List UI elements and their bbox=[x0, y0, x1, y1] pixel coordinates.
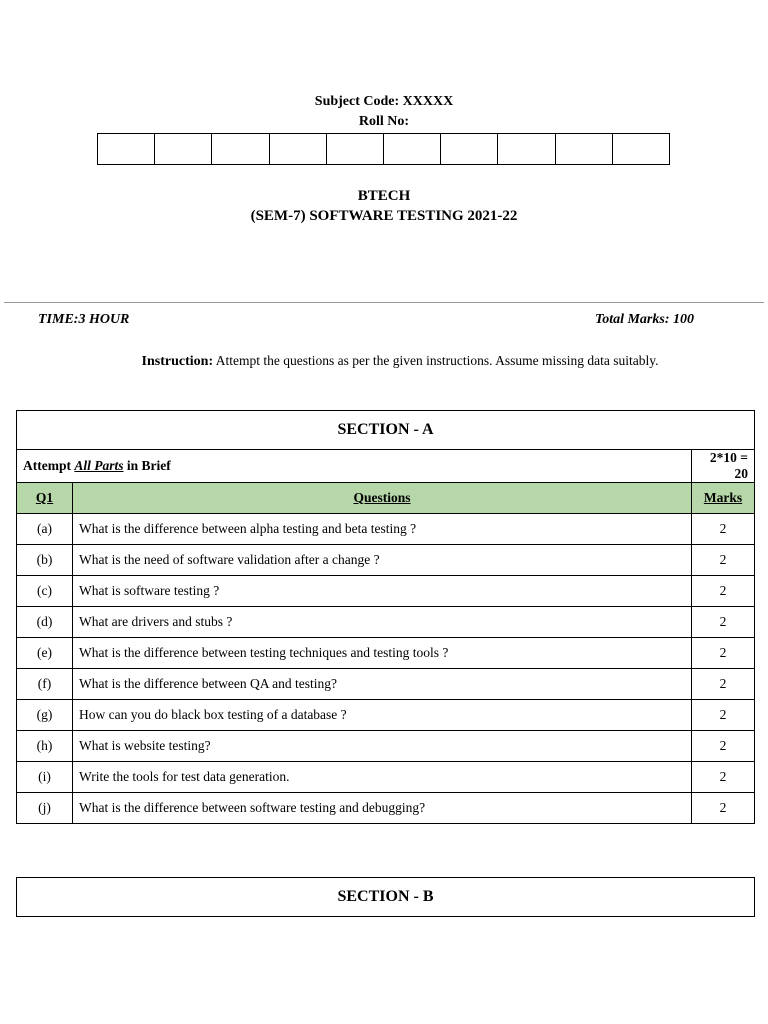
instruction-label: Instruction: bbox=[141, 354, 214, 369]
question-no: (g) bbox=[17, 700, 73, 731]
roll-box[interactable] bbox=[212, 134, 269, 164]
table-row bbox=[17, 545, 755, 576]
section-b-table bbox=[16, 877, 755, 917]
section-a-title: SECTION - A bbox=[17, 411, 755, 450]
attempt-instruction bbox=[17, 450, 692, 483]
question-text: What is the difference between testing techniques and testing tools ? bbox=[73, 638, 692, 669]
instruction-text: Attempt the questions as per the given instructions. Assume missing data suitably. bbox=[213, 353, 659, 368]
table-row bbox=[17, 731, 755, 762]
question-no: (c) bbox=[17, 576, 73, 607]
question-marks: 2 bbox=[692, 731, 755, 762]
table-row bbox=[17, 700, 755, 731]
table-row bbox=[17, 793, 755, 824]
question-text: Write the tools for test data generation. bbox=[73, 762, 692, 793]
exam-time: TIME:3 HOUR bbox=[38, 312, 130, 327]
marks-formula: 2*10 = 20 bbox=[692, 450, 755, 483]
question-no: (j) bbox=[17, 793, 73, 824]
question-text: What is the difference between software testing and debugging? bbox=[73, 793, 692, 824]
question-no: (d) bbox=[17, 607, 73, 638]
roll-box[interactable] bbox=[384, 134, 441, 164]
total-marks: Total Marks: 100 bbox=[594, 312, 694, 327]
table-row bbox=[17, 514, 755, 545]
question-text: What is the difference between QA and testing? bbox=[73, 669, 692, 700]
course-title: (SEM-7) SOFTWARE TESTING 2021-22 bbox=[250, 208, 518, 224]
question-text: What is the need of software validation after a change ? bbox=[73, 545, 692, 576]
attempt-suffix: in Brief bbox=[123, 458, 171, 473]
question-marks: 2 bbox=[692, 762, 755, 793]
roll-box[interactable] bbox=[98, 134, 155, 164]
col-header-marks: Marks bbox=[692, 483, 755, 514]
question-no: (a) bbox=[17, 514, 73, 545]
roll-box[interactable] bbox=[498, 134, 555, 164]
instruction bbox=[0, 353, 768, 370]
roll-number-boxes bbox=[97, 133, 670, 165]
question-marks: 2 bbox=[692, 514, 755, 545]
roll-box[interactable] bbox=[327, 134, 384, 164]
roll-box[interactable] bbox=[556, 134, 613, 164]
section-b-title: SECTION - B bbox=[17, 878, 755, 917]
question-text: How can you do black box testing of a database ? bbox=[73, 700, 692, 731]
subject-code: Subject Code: XXXXX bbox=[314, 94, 454, 109]
col-header-no: Q1 bbox=[17, 483, 73, 514]
question-marks: 2 bbox=[692, 576, 755, 607]
question-no: (f) bbox=[17, 669, 73, 700]
divider bbox=[4, 302, 764, 303]
question-no: (e) bbox=[17, 638, 73, 669]
roll-box[interactable] bbox=[155, 134, 212, 164]
question-text: What are drivers and stubs ? bbox=[73, 607, 692, 638]
roll-no-label: Roll No: bbox=[358, 114, 410, 129]
question-marks: 2 bbox=[692, 700, 755, 731]
attempt-prefix: Attempt bbox=[23, 458, 75, 473]
table-row bbox=[17, 762, 755, 793]
question-text: What is website testing? bbox=[73, 731, 692, 762]
table-row bbox=[17, 669, 755, 700]
question-no: (h) bbox=[17, 731, 73, 762]
section-a-table bbox=[16, 410, 755, 824]
question-text: What is the difference between alpha testing and beta testing ? bbox=[73, 514, 692, 545]
question-no: (b) bbox=[17, 545, 73, 576]
question-marks: 2 bbox=[692, 638, 755, 669]
question-marks: 2 bbox=[692, 793, 755, 824]
table-row bbox=[17, 638, 755, 669]
question-marks: 2 bbox=[692, 607, 755, 638]
question-no: (i) bbox=[17, 762, 73, 793]
col-header-questions: Questions bbox=[73, 483, 692, 514]
roll-box[interactable] bbox=[270, 134, 327, 164]
table-row bbox=[17, 576, 755, 607]
table-row bbox=[17, 607, 755, 638]
question-text: What is software testing ? bbox=[73, 576, 692, 607]
roll-box[interactable] bbox=[613, 134, 669, 164]
question-marks: 2 bbox=[692, 545, 755, 576]
question-marks: 2 bbox=[692, 669, 755, 700]
program-title: BTECH bbox=[357, 188, 411, 204]
roll-box[interactable] bbox=[441, 134, 498, 164]
attempt-emphasis: All Parts bbox=[74, 458, 124, 473]
